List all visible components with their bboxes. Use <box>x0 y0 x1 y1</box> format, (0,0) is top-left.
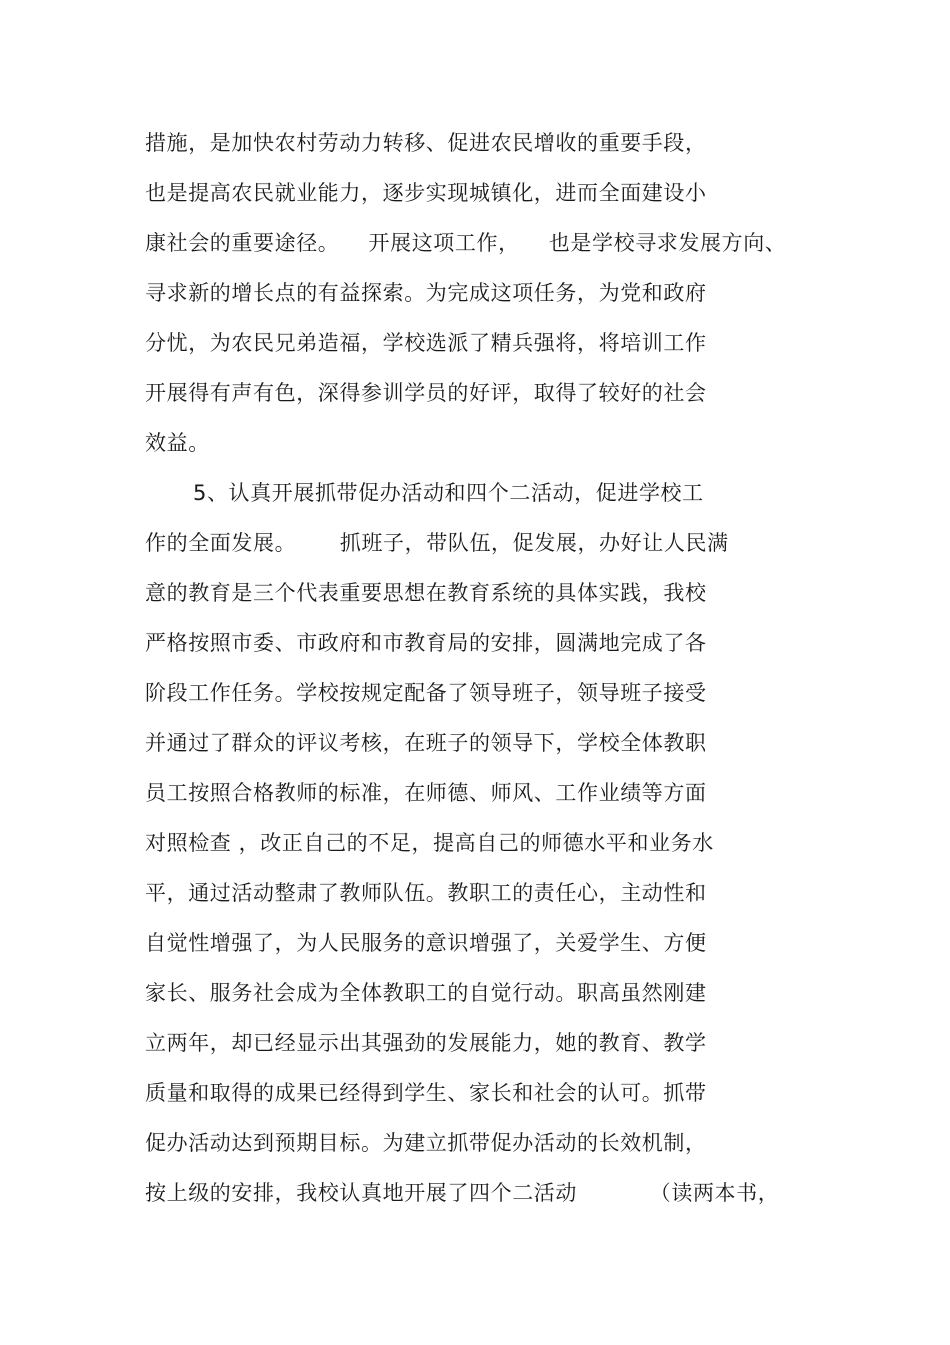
text-line: 促办活动达到预期目标。为建立抓带促办活动的长效机制， <box>145 1131 707 1155</box>
text-line: 阶段工作任务。学校按规定配备了领导班子，领导班子接受 <box>145 681 707 705</box>
text-line: 作的全面发展。 抓班子，带队伍，促发展，办好让人民满 <box>145 531 729 555</box>
text-line: 效益。 <box>145 431 210 455</box>
text-line: 分忧，为农民兄弟造福，学校选派了精兵强将，将培训工作 <box>145 331 707 355</box>
section-heading-line: 5、认真开展抓带促办活动和四个二活动，促进学校工 <box>193 481 704 505</box>
text-line: 员工按照合格教师的标准，在师德、师风、工作业绩等方面 <box>145 781 707 805</box>
text-line: 平，通过活动整肃了教师队伍。教职工的责任心，主动性和 <box>145 881 707 905</box>
text-line: 意的教育是三个代表重要思想在教育系统的具体实践，我校 <box>145 581 707 605</box>
text-line: 严格按照市委、市政府和市教育局的安排，圆满地完成了各 <box>145 631 707 655</box>
text-line: 寻求新的增长点的有益探索。为完成这项任务，为党和政府 <box>145 281 707 305</box>
text-line: 质量和取得的成果已经得到学生、家长和社会的认可。抓带 <box>145 1081 707 1105</box>
text-line: 按上级的安排，我校认真地开展了四个二活动 （读两本书， <box>145 1181 780 1205</box>
text-line: 立两年，却已经显示出其强劲的发展能力，她的教育、教学 <box>145 1031 707 1055</box>
text-line: 也是提高农民就业能力，逐步实现城镇化，进而全面建设小 <box>145 181 707 205</box>
text-line: 家长、服务社会成为全体教职工的自觉行动。职高虽然刚建 <box>145 981 707 1005</box>
text-line: 对照检查 ，改正自己的不足，提高自己的师德水平和业务水 <box>145 831 714 855</box>
text-line: 措施，是加快农村劳动力转移、促进农民增收的重要手段， <box>145 131 707 155</box>
text-line: 康社会的重要途径。 开展这项工作， 也是学校寻求发展方向、 <box>145 231 787 255</box>
text-line: 并通过了群众的评议考核，在班子的领导下，学校全体教职 <box>145 731 707 755</box>
text-line: 自觉性增强了，为人民服务的意识增强了，关爱学生、方便 <box>145 931 707 955</box>
text-line: 开展得有声有色，深得参训学员的好评，取得了较好的社会 <box>145 381 707 405</box>
